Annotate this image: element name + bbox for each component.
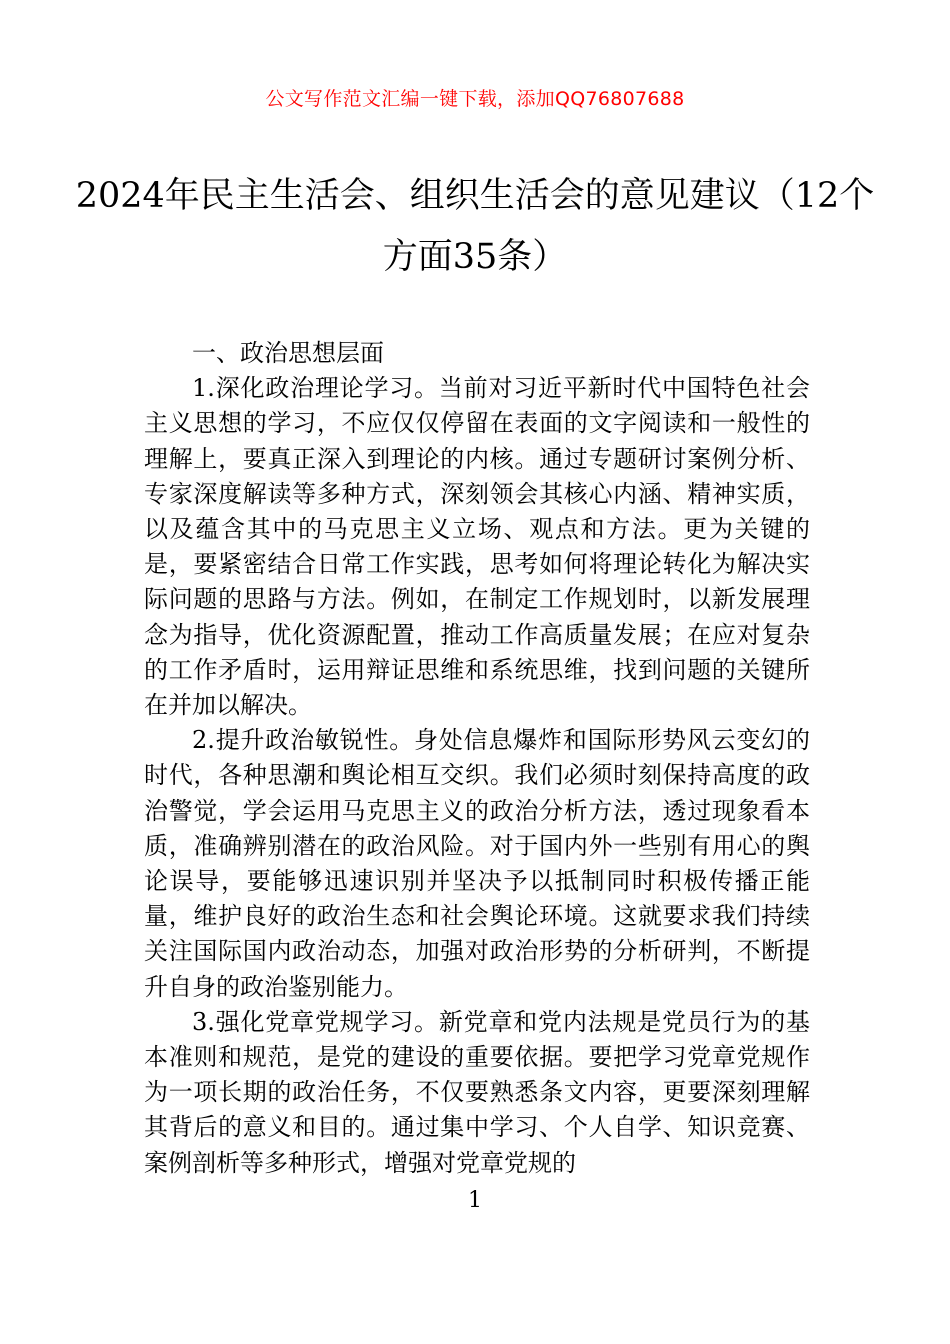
paragraph-3: 3.强化党章党规学习。新党章和党内法规是党员行为的基本准则和规范，是党的建设的重要依据。要把学习党章党规作为一项长期的政治任务，不仅要熟悉条文内容，更要深刻理解其背后的意义和目的。通过集中学习、个人自学、知识竞赛、案例剖析等多种形式，增强对党章党规的 (144, 1007, 810, 1177)
paragraph-1: 1.深化政治理论学习。当前对习近平新时代中国特色社会主义思想的学习，不应仅仅停留在表面的文字阅读和一般性的理解上，要真正深入到理论的内核。通过专题研讨案例分析、专家深度解读等多种方式，深刻领会其核心内涵、精神实质，以及蕴含其中的马克思主义立场、观点和方法。更为关键的是，要紧密结合日常工作实践，思考如何将理论转化为解决实际问题的思路与方法。例如，在制定工作规划时，以新发展理念为指导，优化资源配置，推动工作高质量发展；在应对复杂的工作矛盾时，运用辩证思维和系统思维，找到问题的关键所在并加以解决。 (144, 374, 810, 720)
page-number: 1 (468, 1188, 482, 1213)
paragraph-2: 2.提升政治敏锐性。身处信息爆炸和国际形势风云变幻的时代，各种思潮和舆论相互交织。我们必须时刻保持高度的政治警觉，学会运用马克思主义的政治分析方法，透过现象看本质，准确辨别潜在的政治风险。对于国内外一些别有用心的舆论误导，要能够迅速识别并坚决予以抵制同时积极传播正能量，维护良好的政治生态和社会舆论环境。这就要求我们持续关注国际国内政治动态，加强对政治形势的分析研判，不断提升自身的政治鉴别能力。 (144, 726, 810, 1001)
download-banner: 公文写作范文汇编一键下载，添加QQ76807688 (265, 88, 685, 110)
document-title: 2024年民主生活会、组织生活会的意见建议（12个方面35条） (75, 176, 875, 277)
section-heading: 一、政治思想层面 (192, 339, 384, 367)
document-body (144, 336, 810, 1181)
